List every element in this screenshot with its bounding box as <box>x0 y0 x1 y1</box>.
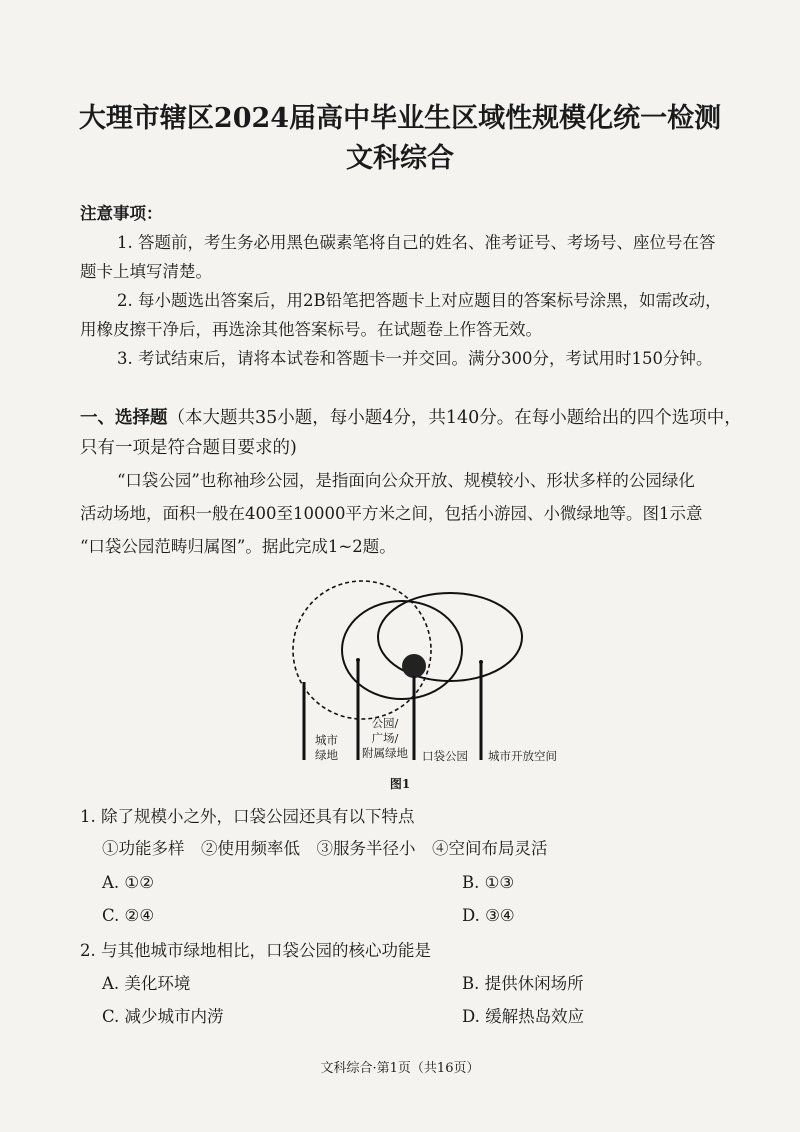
passage-line-3: “口袋公园范畴归属图”。据此完成1~2题。 <box>80 537 396 556</box>
section-1-desc: （本大题共35小题，每小题4分，共140分。在每小题给出的四个选项中， <box>167 408 742 428</box>
label-pocket-park: 口袋公园 <box>422 749 468 763</box>
q1-option-d[interactable]: D. ③④ <box>462 906 515 925</box>
notice-item-2: 2. 每小题选出答案后，用2B铅笔把答题卡上对应题目的答案标号涂黑，如需改动， <box>117 291 722 310</box>
label-park-1: 公园/ <box>371 716 399 730</box>
label-city-green-2: 绿地 <box>315 748 338 762</box>
label-park-3: 附属绿地 <box>362 746 408 760</box>
exam-title: 大理市辖区2024届高中毕业生区域性规模化统一检测 <box>78 103 722 134</box>
passage-line-2: 活动场地，面积一般在400至10000平方米之间，包括小游园、小微绿地等。图1示意 <box>80 504 703 523</box>
q2-option-d[interactable]: D. 缓解热岛效应 <box>462 1007 585 1026</box>
notice-item-3: 3. 考试结束后，请将本试卷和答题卡一并交回。满分300分，考试用时150分钟。 <box>117 349 713 368</box>
q1-option-b[interactable]: B. ①③ <box>462 873 515 892</box>
section-1 <box>80 407 770 429</box>
q2-option-b[interactable]: B. 提供休闲场所 <box>462 974 584 993</box>
pocket-park-dot <box>402 654 426 678</box>
q1-option-a[interactable]: A. ①② <box>102 873 154 892</box>
notice-item-1-cont: 题卡上填写清楚。 <box>80 262 212 281</box>
exam-subject: 文科综合 <box>346 143 454 174</box>
label-park <box>362 716 408 761</box>
label-city-green <box>315 733 338 763</box>
q1-option-c[interactable]: C. ②④ <box>102 906 155 925</box>
figure-caption: 图1 <box>389 777 411 791</box>
label-park-2: 广场/ <box>371 731 399 745</box>
park-ellipse <box>342 601 462 699</box>
q2-option-a[interactable]: A. 美化环境 <box>102 974 191 993</box>
q2-option-c[interactable]: C. 减少城市内涝 <box>102 1007 224 1026</box>
label-city-green-1: 城市 <box>315 733 338 747</box>
open-space-ellipse <box>378 593 522 681</box>
q1-stem: 1. 除了规模小之外，口袋公园还具有以下特点 <box>80 807 415 826</box>
marker-dot <box>479 660 483 664</box>
q2-stem: 2. 与其他城市绿地相比，口袋公园的核心功能是 <box>80 941 431 960</box>
passage-line-1: “口袋公园”也称袖珍公园，是指面向公众开放、规模较小、形状多样的公园绿化 <box>117 471 695 490</box>
q1-features: ①功能多样 ②使用频率低 ③服务半径小 ④空间布局灵活 <box>102 839 548 858</box>
notice-item-2-cont: 用橡皮擦干净后，再选涂其他答案标号。在试题卷上作答无效。 <box>80 320 542 339</box>
notice-heading: 注意事项： <box>80 204 163 223</box>
label-open-space: 城市开放空间 <box>488 749 557 763</box>
notice-item-1: 1. 答题前，考生务必用黑色碳素笔将自己的姓名、准考证号、考场号、座位号在答 <box>117 233 716 252</box>
marker-dot <box>356 658 360 662</box>
section-1-heading: 一、选择题 <box>80 408 168 428</box>
section-1-desc-cont: 只有一项是符合题目要求的) <box>80 438 297 458</box>
page-footer: 文科综合·第1页（共16页） <box>320 1061 480 1076</box>
